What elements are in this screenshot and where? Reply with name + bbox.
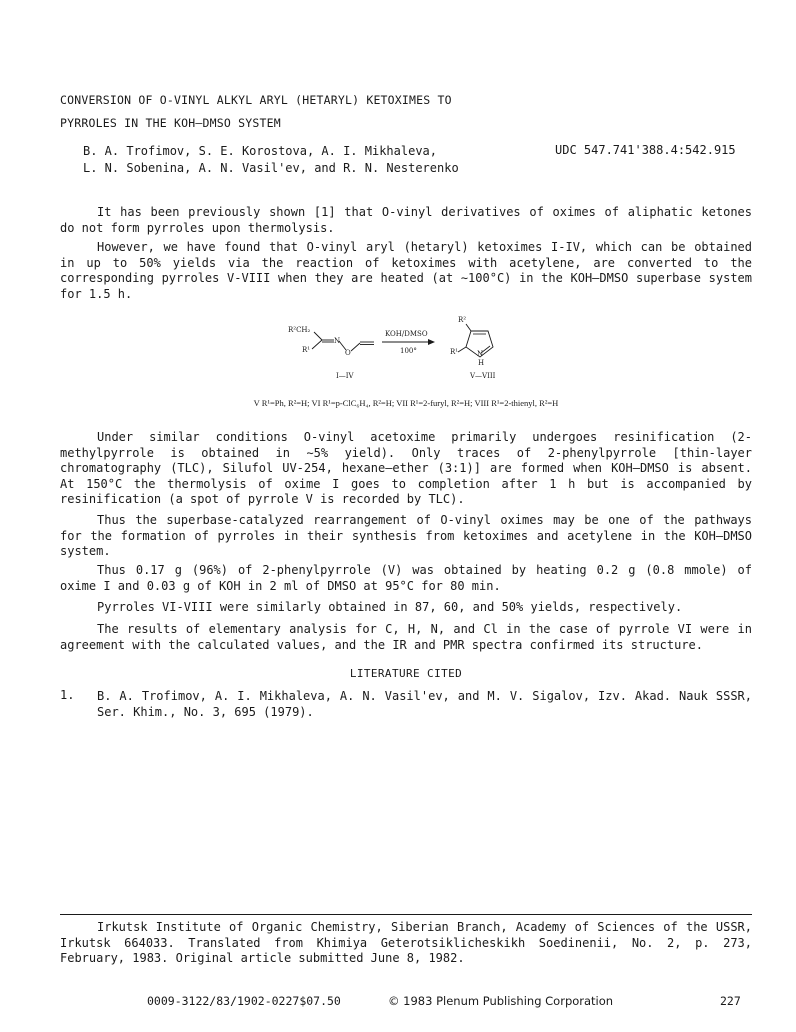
article-title-line-1: CONVERSION OF O-VINYL ALKYL ARYL (HETARYL) KETOXIMES TO xyxy=(60,93,452,107)
bond-line xyxy=(314,332,322,340)
paragraph-3: Under similar conditions O-vinyl acetoxime primarily undergoes resinification (2-methylpyrrole is obtained in ∼5% yield). Only traces of 2-phenylpyrrole [thin-layer chromatography (TLC), Silufol UV-254, hexane–ether (3:1)] are formed when KOH—DMSO is absent. At 150°C the thermolysis of oxime I goes to completion after 1 h but is accompanied by resinification (a spot of pyrrole V is recorded by TLC). xyxy=(60,430,752,506)
right-r2-label: R² xyxy=(458,316,467,324)
footnote-divider xyxy=(60,914,752,915)
bond-line xyxy=(312,340,322,349)
scheme-caption: V R¹=Ph, R²=H; VI R¹=p-ClC₆H₄, R²=H; VII R¹=2-furyl, R²=H; VIII R¹=2-thienyl, R²=H xyxy=(253,398,559,408)
reagent-label: KOH/DMSO xyxy=(385,330,428,338)
paragraph-7: The results of elementary analysis for C, H, N, and Cl in the case of pyrrole VI were in agreement with the calculated values, and the IR and PMR spectra confirmed its structure. xyxy=(60,622,752,652)
bond-line xyxy=(458,347,466,352)
temperature-label: 100° xyxy=(400,347,417,355)
product-label: V—VIII xyxy=(470,372,496,380)
bond-line xyxy=(466,324,471,331)
article-code: 0009-3122/83/1902-0227$07.50 xyxy=(147,994,341,1008)
udc-code: UDC 547.741'388.4:542.915 xyxy=(555,143,736,157)
starting-material-label: I—IV xyxy=(336,372,354,380)
affiliation-footnote: Irkutsk Institute of Organic Chemistry, Siberian Branch, Academy of Sciences of the USSR, Irkutsk 664033. Translated from Khimiya Geterotsiklicheskikh Soedinenii, No. 2, p. 273, February, 1983. Original article submitted June 8, 1982. xyxy=(60,920,752,965)
right-r1-label: R¹ xyxy=(450,348,459,356)
oxygen-atom: O xyxy=(345,349,351,357)
author-list xyxy=(83,143,503,177)
left-r1-label: R¹ xyxy=(302,346,311,354)
copyright-notice: © 1983 Plenum Publishing Corporation xyxy=(388,994,614,1008)
bond-line xyxy=(351,343,360,351)
pyrrole-nitrogen: N xyxy=(477,350,484,358)
nitrogen-atom: N xyxy=(334,337,341,345)
authors-line-1: B. A. Trofimov, S. E. Korostova, A. I. Mikhaleva, xyxy=(83,144,438,158)
literature-heading: LITERATURE CITED xyxy=(349,667,463,680)
pyrrole-nh-hydrogen: H xyxy=(478,359,485,367)
paragraph-2: However, we have found that O-vinyl aryl (hetaryl) ketoximes I-IV, which can be obtained in up to 50% yields via the reaction of ketoximes with acetylene, are converted to the corresponding pyrroles V-VIII when they are heated (at ∼100°C) in the KOH—DMSO superbase system for 1.5 h. xyxy=(60,240,752,301)
reaction-scheme xyxy=(60,310,752,406)
reference-number: 1. xyxy=(60,688,75,702)
authors-line-2: L. N. Sobenina, A. N. Vasil'ev, and R. N. Nesterenko xyxy=(83,161,459,175)
page-number: 227 xyxy=(720,994,741,1008)
reference-text: B. A. Trofimov, A. I. Mikhaleva, A. N. Vasil'ev, and M. V. Sigalov, Izv. Akad. Nauk SSSR, Ser. Khim., No. 3, 695 (1979). xyxy=(97,689,752,719)
reaction-arrow-head xyxy=(428,339,435,345)
left-r2ch2-label: R²CH₂ xyxy=(288,326,311,334)
paragraph-6: Pyrroles VI-VIII were similarly obtained in 87, 60, and 50% yields, respectively. xyxy=(97,600,683,614)
reaction-scheme-svg xyxy=(60,310,752,400)
paragraph-4: Thus the superbase-catalyzed rearrangement of O-vinyl oximes may be one of the pathways for the formation of pyrroles in their synthesis from ketoximes and acetylene in the KOH—DMSO system. xyxy=(60,513,752,558)
article-title-line-2: PYRROLES IN THE KOH—DMSO SYSTEM xyxy=(60,116,281,130)
paragraph-1: It has been previously shown [1] that O-vinyl derivatives of oximes of aliphatic ketones do not form pyrroles upon thermolysis. xyxy=(60,205,752,235)
paragraph-5: Thus 0.17 g (96%) of 2-phenylpyrrole (V) was obtained by heating 0.2 g (0.8 mmole) of oxime I and 0.03 g of KOH in 2 ml of DMSO at 95°C for 80 min. xyxy=(60,563,752,593)
